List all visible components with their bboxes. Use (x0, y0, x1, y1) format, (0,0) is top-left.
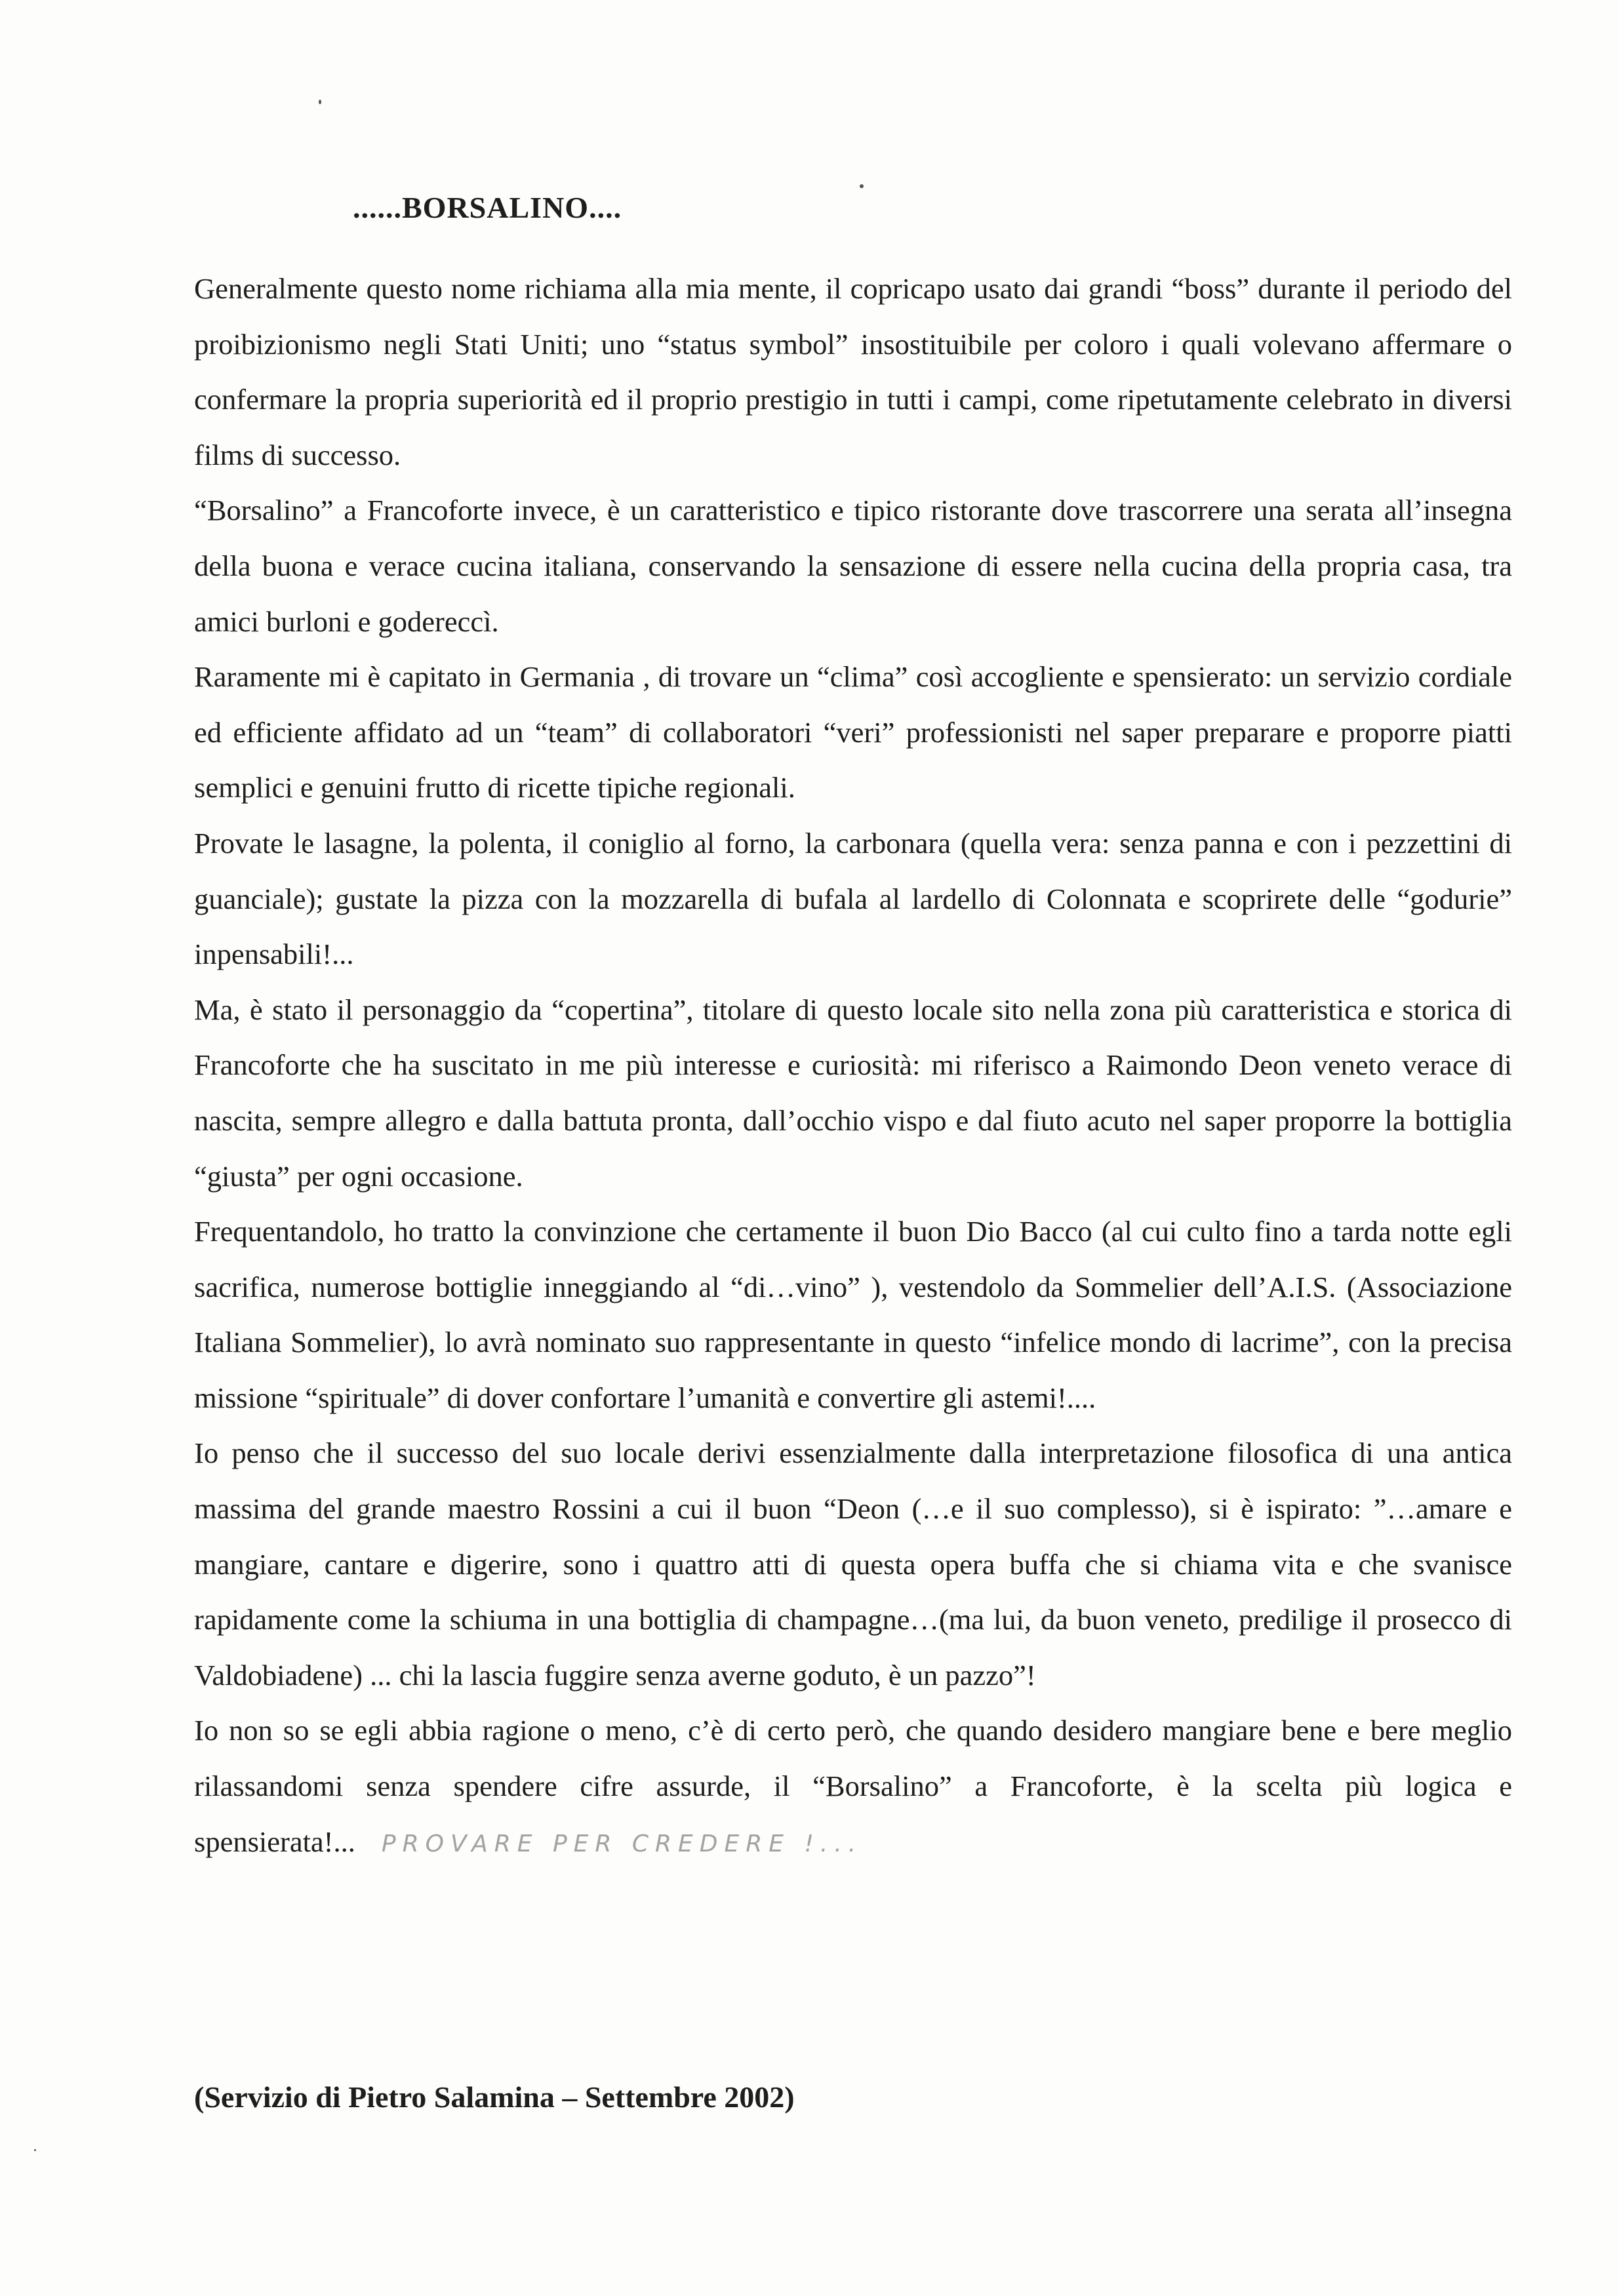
scan-speck (860, 184, 864, 188)
handwritten-note: PROVARE PER CREDERE !... (381, 1830, 863, 1857)
paragraph: Raramente mi è capitato in Germania , di trovare un “clima” così accogliente e spensierato: un servizio cordiale ed efficiente affidato ad un “team” di collaboratori “veri” professionisti nel saper preparare e proporre piatti semplici e genuini frutto di ricette tipiche regionali. (194, 660, 1512, 804)
scan-speck (34, 2149, 36, 2151)
paragraph: Generalmente questo nome richiama alla mia mente, il copricapo usato dai grandi “boss” durante il periodo del proibizionismo negli Stati Uniti; uno “status symbol” insostituibile per coloro i quali volevano affermare o confermare la propria superiorità ed il proprio prestigio in tutti i campi, come ripetutamente celebrato in diversi films di successo. (194, 272, 1512, 471)
paragraph (194, 1703, 1512, 1872)
author-credit: (Servizio di Pietro Salamina – Settembre 2002) (194, 2080, 795, 2114)
scan-speck (319, 100, 321, 104)
document-title: ......BORSALINO.... (353, 191, 622, 224)
paragraph: Frequentandolo, ho tratto la convinzione che certamente il buon Dio Bacco (al cui culto fino a tarda notte egli sacrifica, numerose bottiglie inneggiando al “di…vino” ), vestendolo da Sommelier dell’A.I.S. (Associazione Italiana Sommelier), lo avrà nominato suo rappresentante in questo “infelice mondo di lacrime”, con la precisa missione “spirituale” di dover confortare l’umanità e convertire gli astemi!.... (194, 1215, 1512, 1414)
document-body (194, 261, 1512, 1872)
paragraph-text: Io non so se egli abbia ragione o meno, c’è di certo però, che quando desidero mangiare bene e bere meglio rilassandomi senza spendere cifre assurde, il “Borsalino” a Francoforte, è la scelta più logica e spensierata!... (194, 1714, 1512, 1858)
paragraph: “Borsalino” a Francoforte invece, è un caratteristico e tipico ristorante dove trascorrere una serata all’insegna della buona e verace cucina italiana, conservando la sensazione di essere nella cucina della propria casa, tra amici burloni e godereccì. (194, 494, 1512, 638)
paragraph: Provate le lasagne, la polenta, il coniglio al forno, la carbonara (quella vera: senza panna e con i pezzettini di guanciale); gustate la pizza con la mozzarella di bufala al lardello di Colonnata e scoprirete delle “godurie” inpensabili!... (194, 826, 1512, 971)
paragraph: Io penso che il successo del suo locale derivi essenzialmente dalla interpretazione filosofica di una antica massima del grande maestro Rossini a cui il buon “Deon (…e il suo complesso), si è ispirato: ”…amare e mangiare, cantare e digerire, sono i quattro atti di questa opera buffa che si chiama vita e che svanisce rapidamente come la schiuma in una bottiglia di champagne…(ma lui, da buon veneto, predilige il prosecco di Valdobiadene) ... chi la lascia fuggire senza averne goduto, è un pazzo”! (194, 1436, 1512, 1692)
paragraph: Ma, è stato il personaggio da “copertina”, titolare di questo locale sito nella zona più caratteristica e storica di Francoforte che ha suscitato in me più interesse e curiosità: mi riferisco a Raimondo Deon veneto verace di nascita, sempre allegro e dalla battuta pronta, dall’occhio vispo e dal fiuto acuto nel saper proporre la bottiglia “giusta” per ogni occasione. (194, 993, 1512, 1193)
